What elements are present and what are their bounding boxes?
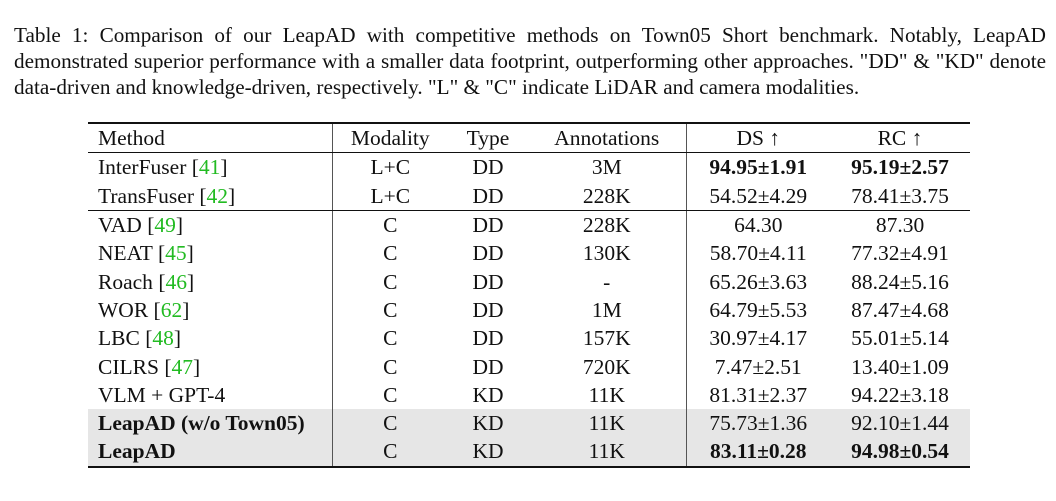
ds-cell: 30.97±4.17 <box>709 326 808 351</box>
header-rc: RC ↑ <box>830 123 970 153</box>
rc-cell: 94.22±3.18 <box>851 382 949 407</box>
citation-link[interactable]: 48 <box>152 326 174 351</box>
citation-link[interactable]: 41 <box>198 155 221 180</box>
header-ds: DS ↑ <box>686 123 830 153</box>
annotations-cell: 11K <box>528 381 686 409</box>
rc-cell: 13.40±1.09 <box>851 354 949 379</box>
annotations-cell: 130K <box>528 239 686 267</box>
method-name: WOR <box>98 297 149 322</box>
ds-cell: 75.73±1.36 <box>686 409 830 437</box>
header-row <box>88 123 970 153</box>
table-row <box>88 239 970 267</box>
method-cell: LBC [48] <box>88 324 332 352</box>
table-row <box>88 324 970 352</box>
citation-link[interactable]: 46 <box>165 269 187 294</box>
method-cell: TransFuser [42] <box>88 182 332 211</box>
method-cell: VLM + GPT-4 <box>88 381 332 409</box>
modality-cell: C <box>332 409 448 437</box>
rc-cell: 87.30 <box>875 213 925 238</box>
annotations-cell: 11K <box>528 437 686 466</box>
modality-cell: C <box>383 326 398 351</box>
ds-cell: 65.26±3.63 <box>709 269 808 294</box>
type-cell: DD <box>472 269 504 294</box>
citation-link[interactable]: 62 <box>160 297 183 322</box>
header-type: Type <box>448 123 528 153</box>
method-name: InterFuser <box>98 155 187 180</box>
type-cell: DD <box>472 354 504 379</box>
rc-cell: 55.01±5.14 <box>851 326 949 351</box>
ds-cell: 81.31±2.37 <box>709 382 808 407</box>
modality-cell: C <box>383 241 398 266</box>
method-name: Roach <box>98 269 153 294</box>
annotations-cell: 157K <box>528 324 686 352</box>
type-cell: DD <box>448 182 528 211</box>
type-cell: KD <box>472 382 504 407</box>
table-caption: Table 1: Comparison of our LeapAD with competitive methods on Town05 Short benchmark. Notably, LeapAD demonstrated superior performance with a smaller data footprint, outperforming other approaches. "DD" & "KD" denote data-driven and knowledge-driven, respectively. "L" & "C" indicate LiDAR and camera modalities. <box>14 23 1046 99</box>
rc-cell: 92.10±1.44 <box>830 409 970 437</box>
type-cell: DD <box>472 241 504 266</box>
method-cell: Roach [46] <box>88 267 332 295</box>
annotations-cell: 228K <box>528 182 686 211</box>
method-name: NEAT <box>98 241 153 266</box>
citation-link[interactable]: 45 <box>165 241 187 266</box>
table-row-leapad-wo-town05 <box>88 409 970 437</box>
type-cell: DD <box>472 297 504 322</box>
header-annotations: Annotations <box>528 123 686 153</box>
type-cell: KD <box>448 409 528 437</box>
rc-cell: 87.47±4.68 <box>851 297 949 322</box>
modality-cell: C <box>383 269 398 294</box>
modality-cell: C <box>383 213 398 238</box>
method-cell: LeapAD (w/o Town05) <box>88 409 332 437</box>
modality-cell: C <box>383 354 398 379</box>
method-cell: VAD [49] <box>88 210 332 239</box>
method-cell: LeapAD <box>88 437 332 466</box>
table-row <box>88 267 970 295</box>
annotations-cell: - <box>528 267 686 295</box>
type-cell: DD <box>472 326 504 351</box>
ds-cell: 64.79±5.53 <box>709 297 808 322</box>
table-row <box>88 381 970 409</box>
method-name: TransFuser <box>98 183 194 208</box>
annotations-cell: 720K <box>528 352 686 380</box>
method-name: VAD <box>98 213 142 238</box>
rc-cell: 88.24±5.16 <box>851 269 949 294</box>
method-cell: CILRS [47] <box>88 352 332 380</box>
citation-link[interactable]: 47 <box>171 354 193 379</box>
method-cell: InterFuser [41] <box>88 153 332 182</box>
method-name: CILRS <box>98 354 159 379</box>
table-row <box>88 296 970 324</box>
ds-cell: 58.70±4.11 <box>709 241 807 266</box>
annotations-cell: 228K <box>528 210 686 239</box>
ds-cell: 54.52±4.29 <box>686 182 830 211</box>
modality-cell: C <box>332 437 448 466</box>
type-cell: DD <box>472 213 504 238</box>
ds-cell: 64.30 <box>734 213 783 238</box>
type-cell: DD <box>472 155 504 180</box>
table-row <box>88 153 970 182</box>
modality-cell: L+C <box>370 155 411 180</box>
annotations-cell: 11K <box>528 409 686 437</box>
modality-cell: C <box>383 297 398 322</box>
modality-cell: C <box>383 382 398 407</box>
method-cell: NEAT [45] <box>88 239 332 267</box>
table-row <box>88 182 970 211</box>
rc-cell: 95.19±2.57 <box>851 155 949 180</box>
method-name: LBC <box>98 326 140 351</box>
modality-cell: L+C <box>332 182 448 211</box>
header-method: Method <box>88 123 332 153</box>
table-row <box>88 352 970 380</box>
citation-link[interactable]: 42 <box>206 183 229 208</box>
method-cell: WOR [62] <box>88 296 332 324</box>
header-modality: Modality <box>332 123 448 153</box>
table-row <box>88 210 970 239</box>
ds-cell: 7.47±2.51 <box>714 354 802 379</box>
rc-cell: 77.32±4.91 <box>851 241 949 266</box>
annotations-cell: 3M <box>528 153 686 182</box>
ds-cell: 83.11±0.28 <box>686 437 830 466</box>
rc-cell: 78.41±3.75 <box>830 182 970 211</box>
annotations-cell: 1M <box>528 296 686 324</box>
comparison-table <box>88 122 970 468</box>
rc-cell: 94.98±0.54 <box>830 437 970 466</box>
citation-link[interactable]: 49 <box>154 213 176 238</box>
ds-cell: 94.95±1.91 <box>709 155 808 180</box>
table-row-leapad <box>88 437 970 466</box>
type-cell: KD <box>448 437 528 466</box>
